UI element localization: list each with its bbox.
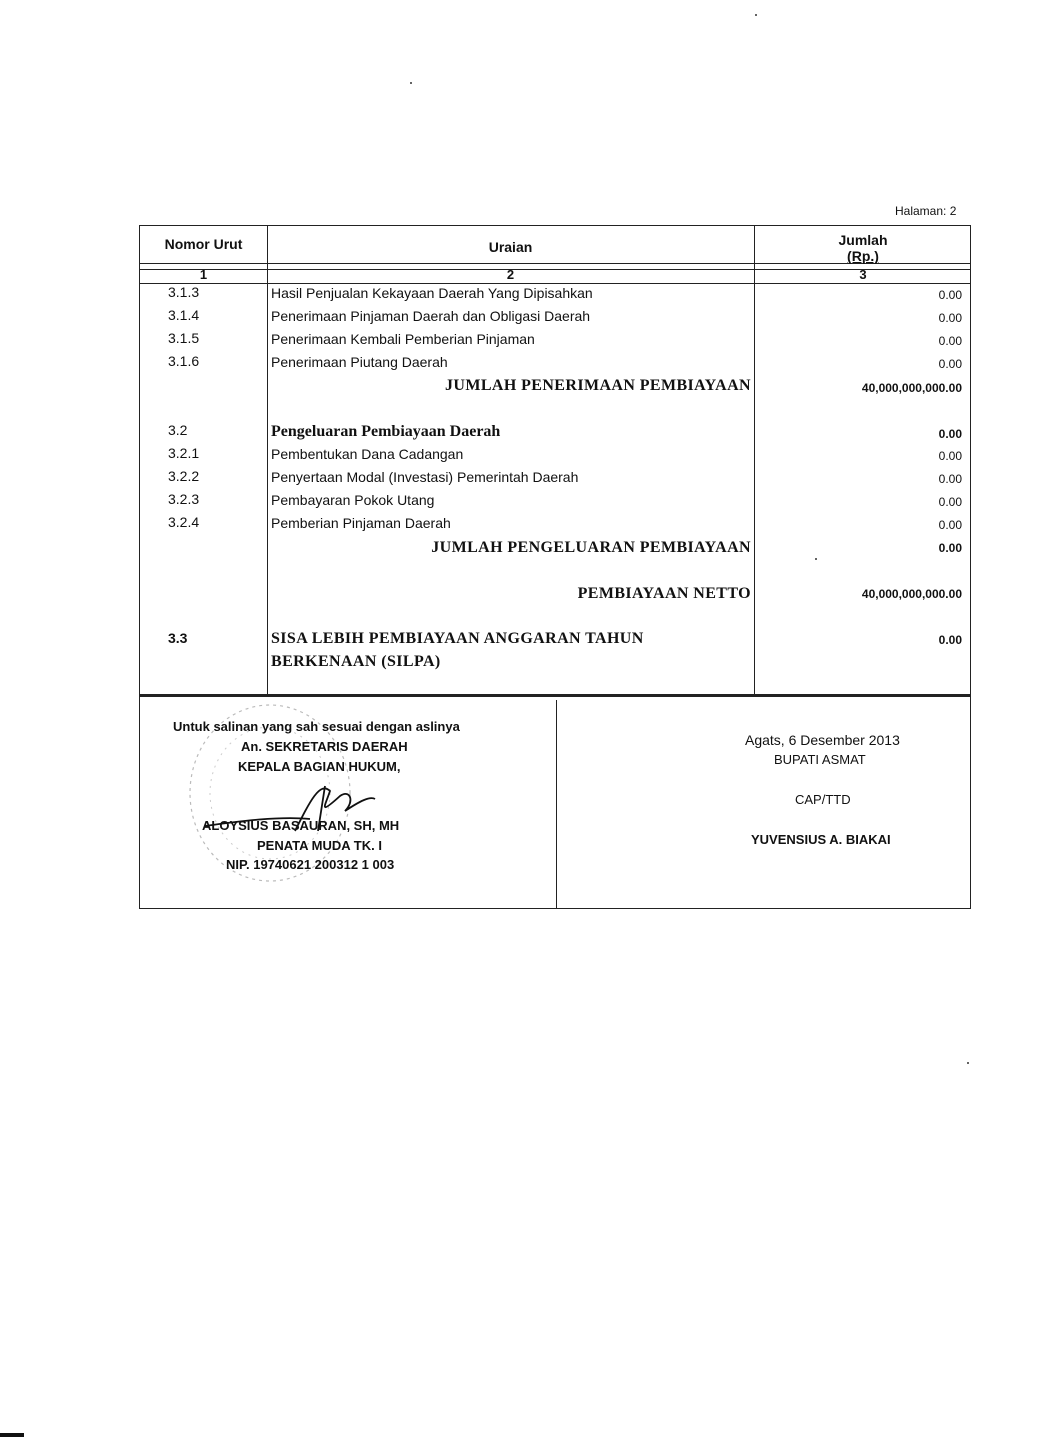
row-description: Pembentukan Dana Cadangan [271,446,464,462]
scan-speck [967,1062,969,1064]
footer-divider [556,700,557,908]
row-number: 3.1.4 [168,307,200,323]
position-line: KEPALA BAGIAN HUKUM, [238,759,401,774]
scan-speck [815,558,817,560]
footer-top-rule [140,696,970,697]
column-number-divider [140,283,970,284]
header-nomor-urut: Nomor Urut [164,236,243,252]
column-number-3: 3 [859,267,867,282]
signatory-rank: PENATA MUDA TK. I [257,838,382,853]
row-number: 3.2.1 [168,445,200,461]
page-number: Halaman: 2 [895,204,957,218]
row-number: 3.2.3 [168,491,200,507]
silpa-value: 0.00 [938,633,962,647]
total-penerimaan-label: JUMLAH PENERIMAAN PEMBIAYAAN [444,377,751,394]
scan-edge-mark [0,1433,24,1437]
total-pengeluaran-value: 0.00 [938,541,962,555]
row-number: 3.2.4 [168,514,200,530]
column-divider [754,226,755,694]
row-description: Penerimaan Pinjaman Daerah dan Obligasi Daerah [271,308,591,324]
total-penerimaan-value: 40,000,000,000.00 [861,381,962,395]
row-number: 3.1.6 [168,353,200,369]
scan-speck [755,14,757,16]
row-description: Hasil Penjualan Kekayaan Daerah Yang Dipisahkan [271,285,593,301]
row-number: 3.1.5 [168,330,200,346]
on-behalf-line: An. SEKRETARIS DAERAH [241,739,408,754]
netto-label: PEMBIAYAAN NETTO [577,585,751,602]
column-divider [267,226,268,694]
section-title: Pengeluaran Pembiayaan Daerah [271,423,501,440]
certification-line: Untuk salinan yang sah sesuai dengan aslinya [173,719,460,734]
scan-speck [410,82,412,84]
header-currency: (Rp.) [847,248,879,264]
signatory-name: ALOYSIUS BASAURAN, SH, MH [202,818,400,833]
column-number-2: 2 [506,267,515,282]
row-description: Pemberian Pinjaman Daerah [271,515,451,531]
row-value: 0.00 [938,495,962,509]
stamp-signed-note: CAP/TTD [795,792,851,807]
row-description: Penerimaan Piutang Daerah [271,354,448,370]
netto-value: 40,000,000,000.00 [861,587,962,601]
place-date: Agats, 6 Desember 2013 [745,732,900,748]
silpa-line2: BERKENAAN (SILPA) [271,653,441,670]
row-description: Penerimaan Kembali Pemberian Pinjaman [271,331,535,347]
row-value: 0.00 [938,334,962,348]
row-number: 3.2.2 [168,468,200,484]
row-description: Pembayaran Pokok Utang [271,492,435,508]
header-uraian: Uraian [488,239,533,255]
row-value: 0.00 [938,518,962,532]
official-title: BUPATI ASMAT [774,752,866,767]
column-number-1: 1 [199,267,208,282]
silpa-number: 3.3 [168,630,188,646]
total-pengeluaran-label: JUMLAH PENGELUARAN PEMBIAYAAN [431,539,751,556]
row-value: 0.00 [938,449,962,463]
row-value: 0.00 [938,311,962,325]
row-description: Penyertaan Modal (Investasi) Pemerintah Daerah [271,469,579,485]
signatory-nip: NIP. 19740621 200312 1 003 [226,857,395,872]
silpa-line1: SISA LEBIH PEMBIAYAAN ANGGARAN TAHUN [271,630,644,647]
row-value: 0.00 [938,472,962,486]
official-name: YUVENSIUS A. BIAKAI [751,832,891,847]
financing-table [139,225,971,695]
signature-block [139,695,971,909]
section-number: 3.2 [168,422,188,438]
row-number: 3.1.3 [168,284,200,300]
row-value: 0.00 [938,288,962,302]
header-jumlah: Jumlah [838,232,888,248]
section-value: 0.00 [938,427,962,441]
row-value: 0.00 [938,357,962,371]
